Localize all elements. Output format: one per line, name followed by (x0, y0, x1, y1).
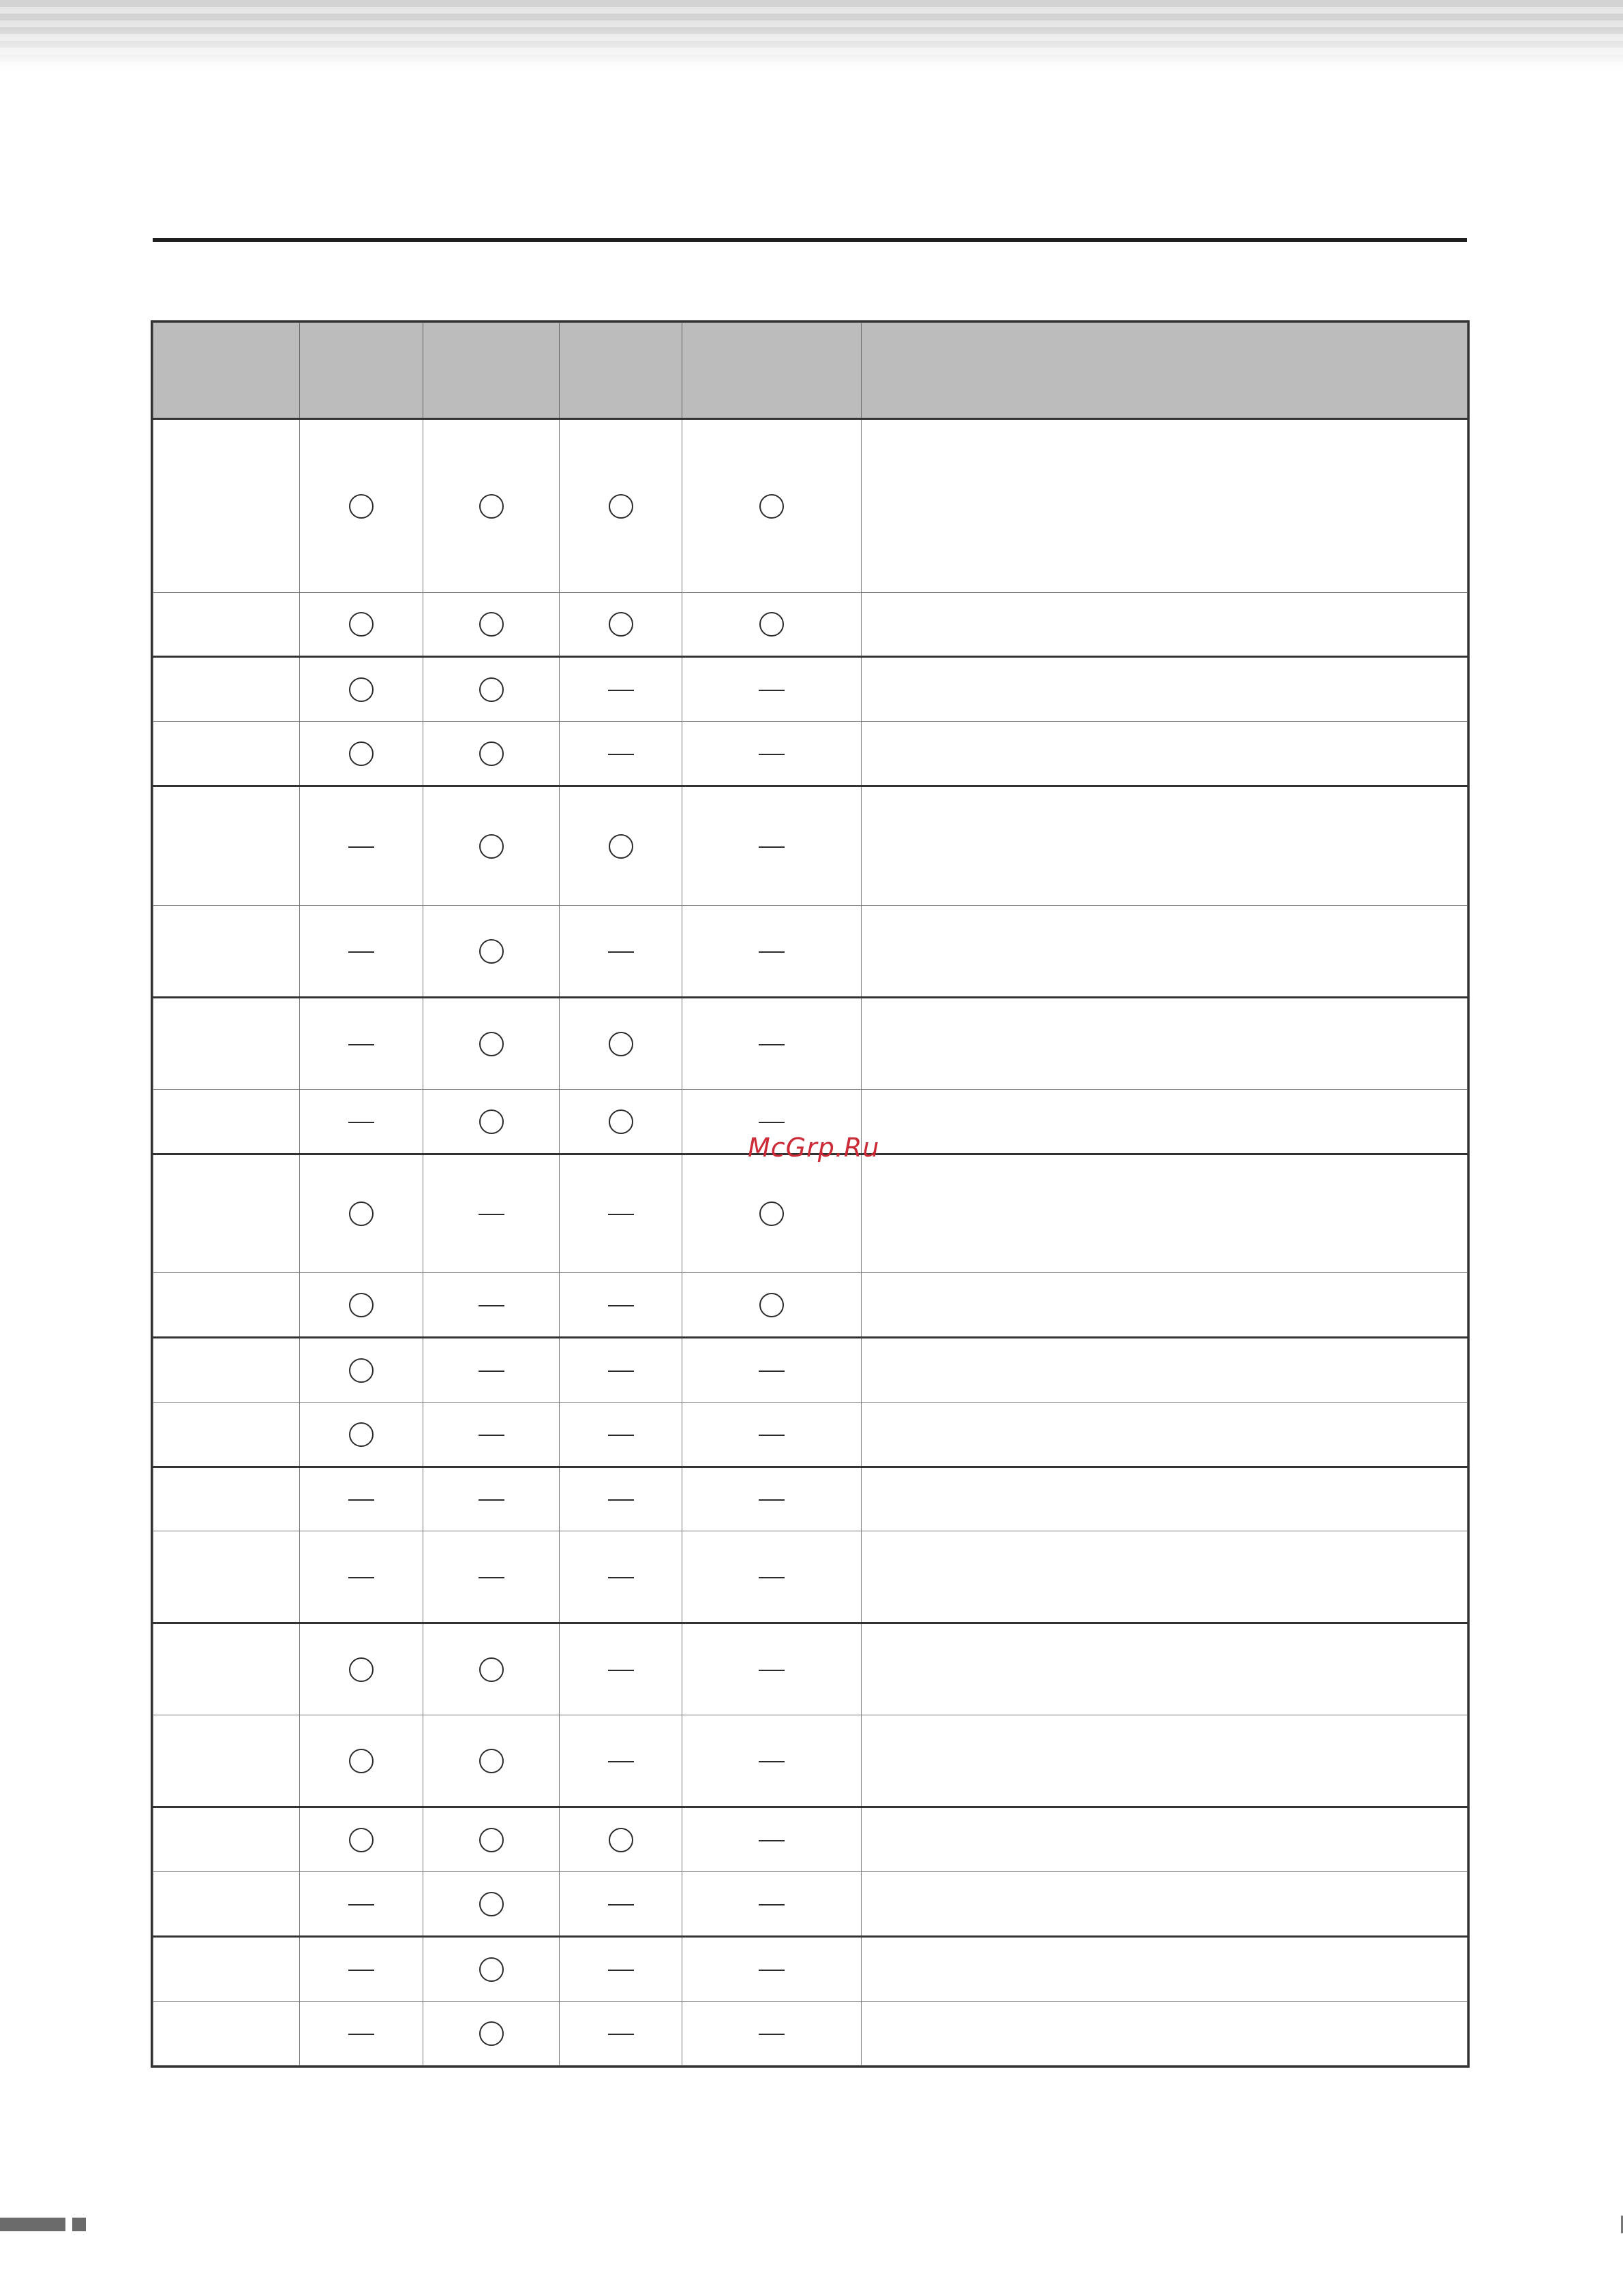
circle-mark-icon (349, 1828, 374, 1852)
table-row (153, 593, 1468, 657)
mark-cell (300, 1154, 423, 1273)
dash-mark-icon (608, 1371, 634, 1372)
row-label-cell (153, 1273, 300, 1338)
mark-cell (423, 1623, 560, 1715)
mark-cell (423, 1154, 560, 1273)
mark-cell (300, 657, 423, 722)
mark-cell (423, 1403, 560, 1467)
mark-cell (682, 1467, 862, 1531)
row-label-cell (153, 1467, 300, 1531)
notes-cell (862, 593, 1468, 657)
mark-cell (560, 1715, 682, 1807)
mark-cell (300, 1872, 423, 1937)
notes-cell (862, 1872, 1468, 1937)
dash-mark-icon (348, 1577, 374, 1578)
dash-mark-icon (608, 1761, 634, 1762)
circle-mark-icon (349, 1657, 374, 1682)
row-label-cell (153, 1937, 300, 2002)
dash-mark-icon (608, 1904, 634, 1905)
mark-cell (682, 1403, 862, 1467)
notes-cell (862, 1403, 1468, 1467)
circle-mark-icon (759, 612, 784, 637)
dash-mark-icon (759, 1044, 785, 1045)
mark-cell (423, 906, 560, 998)
dash-mark-icon (479, 1214, 504, 1215)
mark-cell (560, 419, 682, 593)
mark-cell (560, 1872, 682, 1937)
mark-cell (682, 1715, 862, 1807)
mark-cell (300, 906, 423, 998)
table-row (153, 1807, 1468, 1872)
notes-cell (862, 906, 1468, 998)
mark-cell (423, 998, 560, 1090)
page-footer-square (72, 2218, 86, 2231)
mark-cell (300, 1937, 423, 2002)
circle-mark-icon (479, 1657, 504, 1682)
notes-cell (862, 786, 1468, 906)
mark-cell (682, 1807, 862, 1872)
circle-mark-icon (349, 612, 374, 637)
mark-cell (682, 657, 862, 722)
circle-mark-icon (609, 1032, 633, 1056)
notes-cell (862, 657, 1468, 722)
mark-cell (682, 1531, 862, 1623)
circle-mark-icon (479, 834, 504, 859)
notes-cell (862, 1623, 1468, 1715)
mark-cell (682, 906, 862, 998)
table-row (153, 1715, 1468, 1807)
mark-cell (560, 1807, 682, 1872)
mark-cell (300, 1623, 423, 1715)
circle-mark-icon (479, 2021, 504, 2046)
mark-cell (423, 1467, 560, 1531)
dash-mark-icon (759, 1371, 785, 1372)
row-label-cell (153, 1154, 300, 1273)
circle-mark-icon (479, 1109, 504, 1134)
row-label-cell (153, 998, 300, 1090)
table-row (153, 998, 1468, 1090)
row-label-cell (153, 2002, 300, 2066)
dash-mark-icon (608, 1499, 634, 1501)
table-row (153, 1872, 1468, 1937)
notes-cell (862, 998, 1468, 1090)
dash-mark-icon (479, 1305, 504, 1306)
table-row (153, 1273, 1468, 1338)
compatibility-table (153, 322, 1468, 2066)
notes-cell (862, 1273, 1468, 1338)
table-header-row (153, 323, 1468, 419)
mark-cell (682, 1623, 862, 1715)
dash-mark-icon (608, 1305, 634, 1306)
mark-cell (682, 2002, 862, 2066)
dash-mark-icon (759, 1904, 785, 1905)
mark-cell (560, 2002, 682, 2066)
circle-mark-icon (479, 612, 504, 637)
dash-mark-icon (479, 1371, 504, 1372)
dash-mark-icon (759, 1761, 785, 1762)
title-rule (153, 238, 1467, 242)
table-row (153, 1531, 1468, 1623)
dash-mark-icon (348, 2034, 374, 2035)
row-label-cell (153, 1715, 300, 1807)
mark-cell (423, 1338, 560, 1403)
header-band (0, 0, 1623, 68)
row-label-cell (153, 1872, 300, 1937)
table-row (153, 657, 1468, 722)
dash-mark-icon (608, 951, 634, 953)
mark-cell (560, 906, 682, 998)
header-cell-item (153, 323, 300, 419)
mark-cell (300, 722, 423, 786)
circle-mark-icon (349, 741, 374, 766)
dash-mark-icon (479, 1499, 504, 1501)
dash-mark-icon (348, 951, 374, 953)
mark-cell (300, 2002, 423, 2066)
circle-mark-icon (759, 1293, 784, 1317)
circle-mark-icon (349, 1749, 374, 1773)
row-label-cell (153, 1531, 300, 1623)
dash-mark-icon (348, 1044, 374, 1045)
row-label-cell (153, 722, 300, 786)
mark-cell (423, 593, 560, 657)
dash-mark-icon (608, 1214, 634, 1215)
dash-mark-icon (608, 1435, 634, 1436)
mark-cell (682, 593, 862, 657)
watermark-text: McGrp.Ru (748, 1133, 880, 1163)
header-cell-col-4 (682, 323, 862, 419)
mark-cell (682, 722, 862, 786)
dash-mark-icon (759, 2034, 785, 2035)
mark-cell (300, 1807, 423, 1872)
mark-cell (560, 1403, 682, 1467)
dash-mark-icon (759, 1670, 785, 1671)
notes-cell (862, 1807, 1468, 1872)
circle-mark-icon (479, 1892, 504, 1916)
mark-cell (560, 998, 682, 1090)
mark-cell (423, 657, 560, 722)
mark-cell (300, 998, 423, 1090)
dash-mark-icon (348, 1122, 374, 1123)
circle-mark-icon (609, 494, 633, 519)
circle-mark-icon (479, 939, 504, 964)
circle-mark-icon (609, 1828, 633, 1852)
mark-cell (560, 1937, 682, 2002)
notes-cell (862, 1154, 1468, 1273)
dash-mark-icon (479, 1435, 504, 1436)
mark-cell (300, 593, 423, 657)
circle-mark-icon (609, 612, 633, 637)
mark-cell (423, 1937, 560, 2002)
mark-cell (560, 722, 682, 786)
mark-cell (560, 1154, 682, 1273)
notes-cell (862, 419, 1468, 593)
circle-mark-icon (759, 494, 784, 519)
row-label-cell (153, 419, 300, 593)
dash-mark-icon (759, 1499, 785, 1501)
mark-cell (560, 1467, 682, 1531)
mark-cell (300, 419, 423, 593)
circle-mark-icon (349, 494, 374, 519)
circle-mark-icon (479, 1828, 504, 1852)
dash-mark-icon (348, 1499, 374, 1501)
table-row (153, 1403, 1468, 1467)
table-row (153, 1937, 1468, 2002)
dash-mark-icon (759, 1840, 785, 1841)
mark-cell (560, 786, 682, 906)
dash-mark-icon (759, 1577, 785, 1578)
mark-cell (300, 1403, 423, 1467)
circle-mark-icon (479, 677, 504, 702)
notes-cell (862, 1531, 1468, 1623)
mark-cell (682, 786, 862, 906)
mark-cell (423, 1872, 560, 1937)
mark-cell (560, 1531, 682, 1623)
dash-mark-icon (608, 1670, 634, 1671)
dash-mark-icon (608, 1577, 634, 1578)
mark-cell (300, 1467, 423, 1531)
mark-cell (682, 1273, 862, 1338)
mark-cell (682, 1338, 862, 1403)
mark-cell (682, 1872, 862, 1937)
table-body (153, 419, 1468, 2066)
row-label-cell (153, 657, 300, 722)
page-footer-bar (0, 2218, 65, 2231)
mark-cell (423, 1090, 560, 1154)
table-row (153, 2002, 1468, 2066)
circle-mark-icon (609, 1109, 633, 1134)
header-cell-col-3 (560, 323, 682, 419)
circle-mark-icon (479, 741, 504, 766)
table-row (153, 1467, 1468, 1531)
dash-mark-icon (608, 690, 634, 691)
table-row (153, 722, 1468, 786)
dash-mark-icon (759, 1122, 785, 1123)
mark-cell (300, 1338, 423, 1403)
mark-cell (300, 1090, 423, 1154)
dash-mark-icon (479, 1577, 504, 1578)
notes-cell (862, 1715, 1468, 1807)
circle-mark-icon (349, 1201, 374, 1226)
mark-cell (682, 1154, 862, 1273)
notes-cell (862, 1090, 1468, 1154)
row-label-cell (153, 593, 300, 657)
mark-cell (423, 1715, 560, 1807)
circle-mark-icon (479, 1032, 504, 1056)
header-cell-col-2 (423, 323, 560, 419)
row-label-cell (153, 906, 300, 998)
row-label-cell (153, 1090, 300, 1154)
table-row (153, 786, 1468, 906)
dash-mark-icon (348, 846, 374, 848)
table-row (153, 1623, 1468, 1715)
table-row (153, 1338, 1468, 1403)
dash-mark-icon (608, 2034, 634, 2035)
mark-cell (423, 722, 560, 786)
mark-cell (682, 998, 862, 1090)
table-row (153, 906, 1468, 998)
mark-cell (423, 1273, 560, 1338)
notes-cell (862, 1467, 1468, 1531)
mark-cell (560, 1090, 682, 1154)
dash-mark-icon (348, 1904, 374, 1905)
row-label-cell (153, 1338, 300, 1403)
circle-mark-icon (349, 1293, 374, 1317)
dash-mark-icon (608, 754, 634, 755)
dash-mark-icon (348, 1970, 374, 1971)
header-cell-col-1 (300, 323, 423, 419)
circle-mark-icon (759, 1201, 784, 1226)
mark-cell (682, 419, 862, 593)
circle-mark-icon (349, 1358, 374, 1383)
mark-cell (423, 786, 560, 906)
circle-mark-icon (479, 1957, 504, 1982)
circle-mark-icon (479, 1749, 504, 1773)
table-row (153, 419, 1468, 593)
header-cell-notes (862, 323, 1468, 419)
mark-cell (300, 1273, 423, 1338)
mark-cell (423, 1807, 560, 1872)
mark-cell (560, 1623, 682, 1715)
row-label-cell (153, 1403, 300, 1467)
dash-mark-icon (759, 1435, 785, 1436)
notes-cell (862, 1338, 1468, 1403)
notes-cell (862, 1937, 1468, 2002)
mark-cell (560, 1273, 682, 1338)
dash-mark-icon (759, 690, 785, 691)
circle-mark-icon (349, 677, 374, 702)
circle-mark-icon (479, 494, 504, 519)
dash-mark-icon (759, 951, 785, 953)
circle-mark-icon (349, 1422, 374, 1447)
mark-cell (300, 1531, 423, 1623)
table-row (153, 1154, 1468, 1273)
mark-cell (560, 1338, 682, 1403)
row-label-cell (153, 786, 300, 906)
notes-cell (862, 2002, 1468, 2066)
mark-cell (423, 2002, 560, 2066)
dash-mark-icon (608, 1970, 634, 1971)
row-label-cell (153, 1623, 300, 1715)
mark-cell (560, 657, 682, 722)
mark-cell (300, 1715, 423, 1807)
mark-cell (423, 1531, 560, 1623)
notes-cell (862, 722, 1468, 786)
row-label-cell (153, 1807, 300, 1872)
mark-cell (423, 419, 560, 593)
mark-cell (560, 593, 682, 657)
circle-mark-icon (609, 834, 633, 859)
mark-cell (300, 786, 423, 906)
mark-cell (682, 1937, 862, 2002)
dash-mark-icon (759, 1970, 785, 1971)
dash-mark-icon (759, 754, 785, 755)
dash-mark-icon (759, 846, 785, 848)
